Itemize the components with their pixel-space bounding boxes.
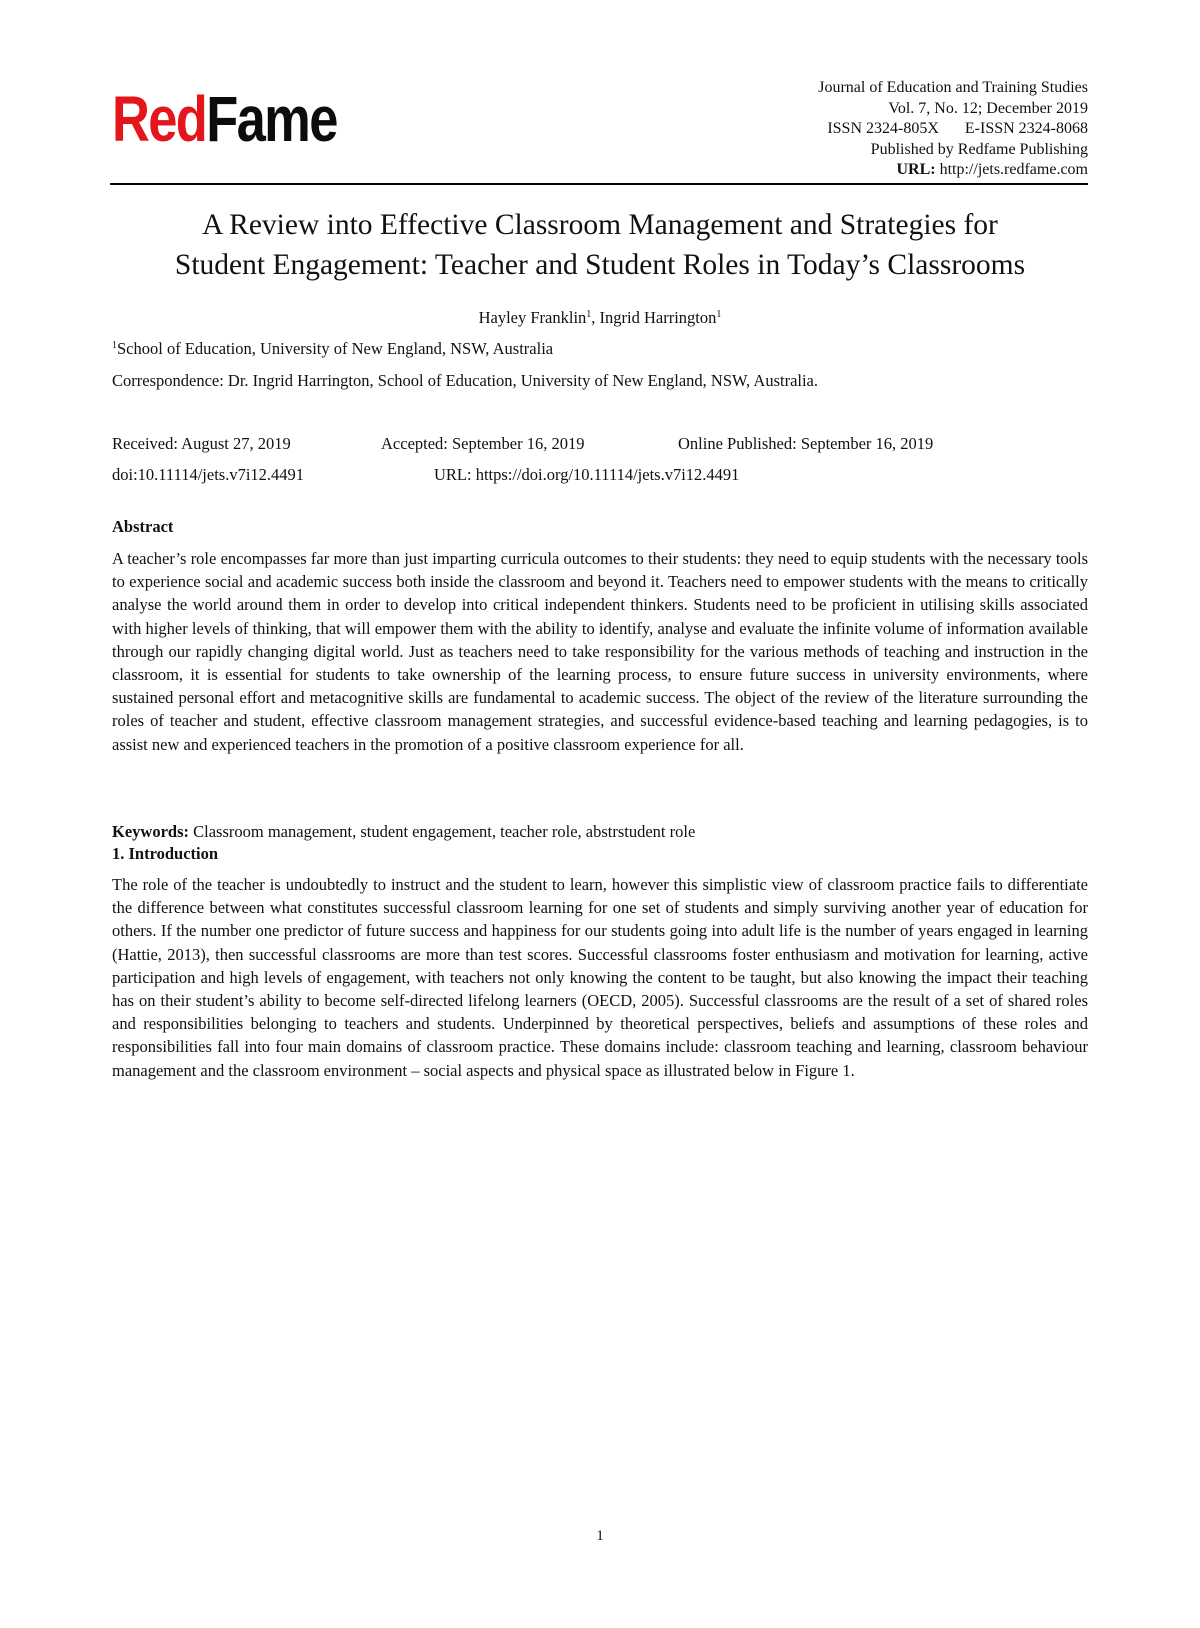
affiliation-text: School of Education, University of New England, NSW, Australia bbox=[117, 339, 554, 358]
author-affiliation-mark: 1 bbox=[586, 309, 592, 320]
introduction-heading: 1. Introduction bbox=[112, 844, 219, 863]
received-date: Received: August 27, 2019 bbox=[112, 434, 291, 453]
authors bbox=[0, 308, 1200, 328]
journal-volume: Vol. 7, No. 12; December 2019 bbox=[888, 99, 1088, 117]
online-published-date: Online Published: September 16, 2019 bbox=[678, 434, 934, 453]
issn: ISSN 2324-805X bbox=[827, 120, 939, 137]
abstract-heading: Abstract bbox=[112, 517, 174, 536]
issn-line bbox=[818, 119, 1088, 140]
logo-red-part: Red bbox=[112, 83, 207, 155]
journal-url-link[interactable]: http://jets.redfame.com bbox=[939, 161, 1088, 178]
url-label: URL: bbox=[896, 161, 936, 178]
author-name: Hayley Franklin bbox=[478, 308, 587, 327]
keywords-label: Keywords: bbox=[112, 822, 189, 841]
doi-url-link[interactable]: URL: https://doi.org/10.11114/jets.v7i12.4491 bbox=[434, 465, 740, 484]
introduction-text: The role of the teacher is undoubtedly to instruct and the student to learn, however this simplistic view of classroom practice fails to differentiate the difference between what constitutes successful classroom learning for one set of students and simply surviving another year of education for others. If the number one predictor of future success and happiness for our students going into adult life is the number of years engaged in learning (Hattie, 2013), then successful classrooms are more than test scores. Successful classrooms foster enthusiasm and motivation for learning, active participation and high levels of engagement, with teachers not only knowing the content to be taught, but also knowing the impact their teaching has on their student’s ability to become self-directed lifelong learners (OECD, 2005). Successful classrooms are the result of a set of shared roles and responsibilities belonging to teachers and students. Underpinned by theoretical perspectives, beliefs and assumptions of these roles and responsibilities fall into four main domains of classroom practice. These domains include: classroom teaching and learning, classroom behaviour management and the classroom environment – social aspects and physical space as illustrated below in Figure 1. bbox=[112, 875, 1088, 1080]
affiliation bbox=[112, 339, 553, 359]
doi: doi:10.11114/jets.v7i12.4491 bbox=[112, 465, 305, 484]
author-separator: , bbox=[591, 308, 600, 327]
logo-fame-part: Fame bbox=[206, 83, 337, 155]
author-affiliation-mark: 1 bbox=[716, 309, 722, 320]
publisher: Published by Redfame Publishing bbox=[870, 140, 1088, 158]
correspondence: Correspondence: Dr. Ingrid Harrington, School of Education, University of New England, NSW, Australia. bbox=[112, 371, 819, 390]
affiliation-mark: 1 bbox=[112, 340, 117, 351]
header-rule bbox=[110, 183, 1088, 185]
abstract-text: A teacher’s role encompasses far more than just imparting curricula outcomes to their students: they need to equip students with the necessary tools to experience social and academic success both inside the classroom and beyond it. Teachers need to empower students with the means to critically analyse the world around them in order to develop into critical independent thinkers. Students need to be proficient in utilising skills associated with higher levels of thinking, that will empower them with the ability to identify, analyse and evaluate the infinite volume of information available through our rapidly changing digital world. Just as teachers need to take responsibility for the various methods of teaching and instruction in the classroom, it is essential for students to take ownership of the learning process, to ensure future success in university environments, where sustained personal effort and metacognitive skills are fundamental to academic success. The object of the review of the literature surrounding the roles of teacher and student, effective classroom management strategies, and successful evidence-based teaching and learning pedagogies, is to assist new and experienced teachers in the promotion of a positive classroom experience for all. bbox=[112, 549, 1088, 754]
title-line-2: Student Engagement: Teacher and Student Roles in Today’s Classrooms bbox=[174, 249, 1026, 281]
author-name: Ingrid Harrington bbox=[599, 308, 717, 327]
journal-url-line bbox=[818, 160, 1088, 181]
eissn: E-ISSN 2324-8068 bbox=[964, 120, 1088, 137]
keywords-text: Classroom management, student engagement, teacher role, abstrstudent role bbox=[189, 822, 696, 841]
redfame-logo bbox=[112, 84, 337, 154]
journal-name: Journal of Education and Training Studies bbox=[818, 79, 1088, 96]
article-title bbox=[100, 205, 1100, 285]
title-line-1: A Review into Effective Classroom Management and Strategies for bbox=[202, 209, 998, 241]
journal-info bbox=[818, 78, 1088, 181]
accepted-date: Accepted: September 16, 2019 bbox=[381, 434, 585, 453]
keywords bbox=[112, 822, 695, 842]
page-number: 1 bbox=[596, 1528, 604, 1544]
